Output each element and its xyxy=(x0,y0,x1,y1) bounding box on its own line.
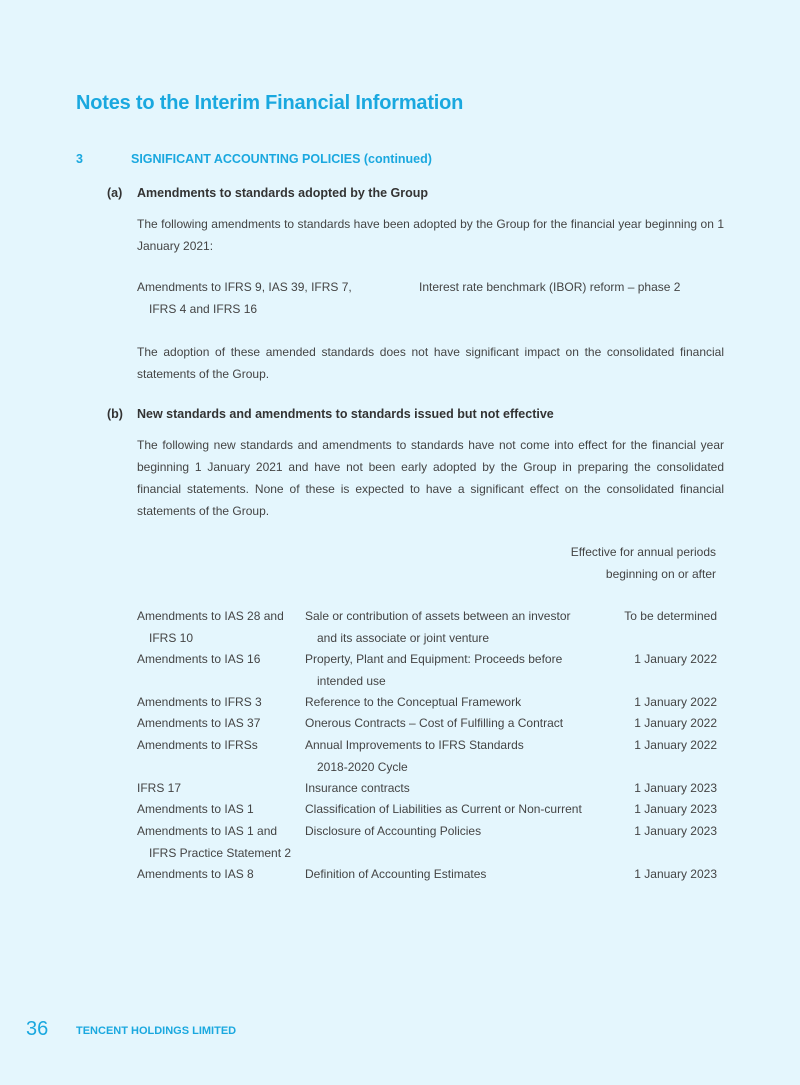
row-effective-date: 1 January 2022 xyxy=(634,695,717,709)
sub-a-title: Amendments to standards adopted by the Group xyxy=(137,186,428,200)
row-standard-cont: IFRS 10 xyxy=(149,630,194,645)
row-description-cont: intended use xyxy=(317,673,386,688)
row-description: Insurance contracts xyxy=(305,781,410,795)
row-description: Classification of Liabilities as Current or Non-current xyxy=(305,802,582,816)
sub-b-letter: (b) xyxy=(107,407,123,421)
sub-a-intro: The following amendments to standards have been adopted by the Group for the financial year beginning on 1 January 2021: xyxy=(137,217,724,253)
sub-a-item-description: Interest rate benchmark (IBOR) reform – phase 2 xyxy=(419,280,681,294)
row-description: Definition of Accounting Estimates xyxy=(305,867,487,881)
row-standard: IFRS 17 xyxy=(137,781,182,795)
row-description: Disclosure of Accounting Policies xyxy=(305,824,482,838)
row-standard: Amendments to IAS 16 xyxy=(137,652,261,666)
row-standard: Amendments to IAS 8 xyxy=(137,867,254,881)
row-effective-date: 1 January 2023 xyxy=(634,802,717,816)
row-description: Onerous Contracts – Cost of Fulfilling a Contract xyxy=(305,716,564,730)
sub-heading-b xyxy=(107,407,554,421)
row-description: Reference to the Conceptual Framework xyxy=(305,695,522,709)
section-number: 3 xyxy=(76,152,83,166)
sub-a-item-standard-line1: Amendments to IFRS 9, IAS 39, IFRS 7, xyxy=(137,280,352,294)
row-effective-date: 1 January 2023 xyxy=(634,781,717,795)
sub-heading-a xyxy=(107,186,428,200)
row-description-cont: 2018-2020 Cycle xyxy=(317,759,408,774)
row-effective-date: 1 January 2022 xyxy=(634,652,717,666)
row-effective-date: 1 January 2023 xyxy=(634,824,717,838)
row-standard: Amendments to IFRS 3 xyxy=(137,695,262,709)
effective-date-header xyxy=(516,541,716,585)
row-standard: Amendments to IAS 28 and xyxy=(137,609,284,623)
sub-a-conclusion: The adoption of these amended standards does not have significant impact on the consolidated financial statements of the Group. xyxy=(137,345,724,381)
row-standard: Amendments to IAS 37 xyxy=(137,716,261,730)
sub-a-letter: (a) xyxy=(107,186,123,200)
sub-b-title: New standards and amendments to standards issued but not effective xyxy=(137,407,554,421)
sub-a-item-standard-line2: IFRS 4 and IFRS 16 xyxy=(149,301,258,316)
section-suffix: (continued) xyxy=(363,152,432,166)
row-effective-date: 1 January 2022 xyxy=(634,738,717,752)
row-description: Annual Improvements to IFRS Standards xyxy=(305,738,524,752)
effective-header-line2: beginning on or after xyxy=(605,567,716,581)
sub-b-intro: The following new standards and amendments to standards have not come into effect for the financial year beginning 1 January 2021 and have not been early adopted by the Group in preparing the consolidated financial statements. None of these is expected to have a significant effect on the consolidated financial statements of the Group. xyxy=(137,438,724,518)
footer-company-name: TENCENT HOLDINGS LIMITED xyxy=(76,1025,237,1037)
row-standard: Amendments to IAS 1 xyxy=(137,802,254,816)
effective-header-line1: Effective for annual periods xyxy=(570,545,716,559)
footer-page-number: 36 xyxy=(26,1018,49,1040)
row-standard-cont: IFRS Practice Statement 2 xyxy=(149,845,292,860)
row-effective-date: 1 January 2023 xyxy=(634,867,717,881)
row-effective-date: 1 January 2022 xyxy=(634,716,717,730)
row-description-cont: and its associate or joint venture xyxy=(317,630,490,645)
row-standard: Amendments to IFRSs xyxy=(137,738,258,752)
section-heading xyxy=(76,152,432,166)
row-effective-date: To be determined xyxy=(624,609,717,623)
row-description: Property, Plant and Equipment: Proceeds before xyxy=(305,652,563,666)
row-standard: Amendments to IAS 1 and xyxy=(137,824,278,838)
row-description: Sale or contribution of assets between an investor xyxy=(305,609,571,623)
page-title: Notes to the Interim Financial Information xyxy=(76,92,464,114)
section-title: SIGNIFICANT ACCOUNTING POLICIES xyxy=(131,152,361,166)
